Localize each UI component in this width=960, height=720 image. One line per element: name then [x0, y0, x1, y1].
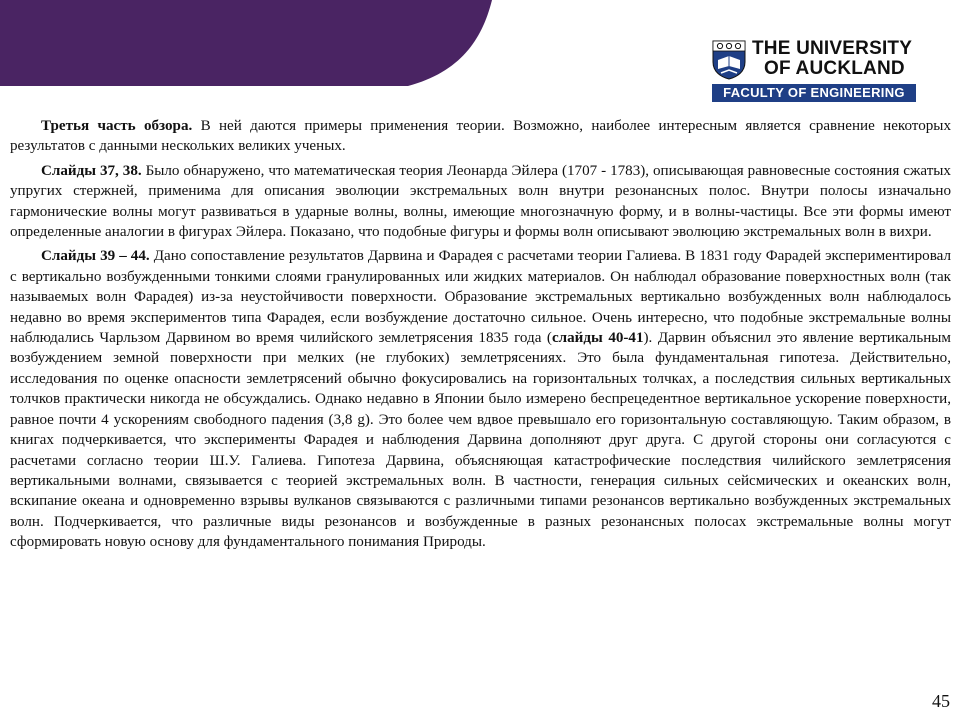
faculty-label: FACULTY OF ENGINEERING: [712, 84, 916, 102]
university-crest-icon: [712, 40, 746, 80]
paragraph-slides-37-38: [10, 161, 951, 243]
slide-reference: слайды 40-41: [551, 330, 644, 347]
paragraph-lead: Слайды 37, 38.: [41, 162, 142, 179]
page-number: 45: [932, 691, 950, 711]
paragraph-lead: Третья часть обзора.: [41, 118, 193, 134]
paragraph-lead: Слайды 39 – 44.: [41, 248, 150, 265]
logo-auckland-line: OF AUCKLAND: [764, 58, 905, 79]
logo-university-line: THE UNIVERSITY: [752, 38, 913, 59]
paragraph-text: ). Дарвин объяснил это явление вертикальным возбуждением земной поверхности при мелких (не глубоких) землетрясениях. Это была фундаментальная гипотеза. Действительно, исследования по оценке опасности землетрясений обычно фокусировались на горизонтальных толчках, а последствия сильных вертикальных толчков практически никогда не обсуждались. Однако недавно в Японии было измерено беспрецедентное вертикальное ускорение поверхности, равное почти 4 ускорениям свободного падения (3,8 g). Это более чем вдвое превышало его горизонтальную составляющую. Таким образом, в книгах подчеркивается, что эксперименты Фарадея и наблюдения Дарвина дополняют друг друга. С другой стороны они согласуются с расчетами согласно теории Ш.У. Галиева. Гипотеза Дарвина, объясняющая катастрофические последствия чилийского землетрясения вертикальными волнами, связывается с теорией экстремальных волн. В частности, генерация сильных сейсмических и океанских волн, вскипание океана и одновременно взрывы вулканов связываются с различными типами резонансов вертикально возбужденных экстремальных волн. Подчеркивается, что различные виды резонансов и возбужденные в разных резонансных полосах экстремальные волны могут сформировать новую основу для фундаментального понимания Природы.: [10, 330, 951, 551]
purple-banner-shape: [0, 0, 492, 86]
university-logo: [712, 38, 920, 104]
paragraph-text: Дано сопоставление результатов Дарвина и Фарадея с расчетами теории Галиева. В 1831 году Фарадей экспериментировал с вертикально возбужденными тонкими слоями гранулированных или жидких материалов. Он наблюдал образование поверхностных волн (так называемых волн Фарадея) из-за неустойчивости поверхности. Образование экстремальных вертикально возбужденных волн наблюдалось недавно во время экспериментов типа Фарадея, если возбуждение достаточно сильное. Очень интересно, что подобные экстремальные волны наблюдались Чарльзом Дарвином во время чилийского землетрясения 1835 года (: [10, 248, 951, 347]
paragraph-slides-39-44: [10, 246, 951, 552]
slide-body: [10, 116, 951, 557]
paragraph-review-part3: [10, 116, 951, 157]
paragraph-text: В ней даются примеры применения теории. Возможно, наиболее интересным является сравнение некоторых результатов с данными нескольких великих ученых.: [10, 118, 951, 155]
paragraph-text: Было обнаружено, что математическая теория Леонарда Эйлера (1707 - 1783), описывающая равновесные состояния сжатых упругих стержней, применима для описания эволюции экстремальных волн внутри резонансных полос. Внутри полосы изначально гармонические волны могут развиваться в ударные волны, волны, имеющие многозначную форму, и в волны-частицы. Все эти формы имеют определенные аналогии в фигурах Эйлера. Показано, что подобные фигуры и формы волн описывают эволюцию экстремальных волн в вихри.: [10, 162, 951, 241]
